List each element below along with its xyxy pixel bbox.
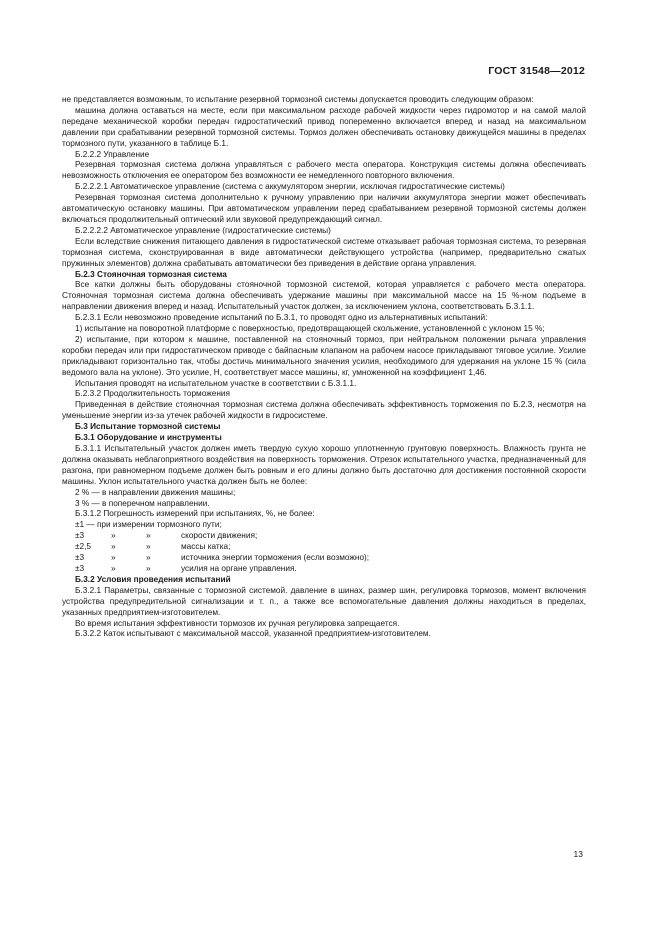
paragraph: Все катки должны быть оборудованы стояночной тормозной системой, которая управляется с рабочего места оператора. Стояночная тормозная система должна обеспечивать удержание машины при максимальной массе на 15 %-ном подъеме в направлении движения вперед и назад. Испытательный участок должен, за исключением уклона, соответствовать Б.3.1.1. (62, 280, 586, 312)
section-heading: Б.3.1 Оборудование и инструменты (75, 433, 222, 443)
tolerance-cell: » (146, 542, 151, 552)
standard-code-header: ГОСТ 31548—2012 (488, 65, 585, 77)
paragraph: не представляется возможным, то испытание резервной тормозной системы допускается проводить следующим образом: (62, 95, 534, 104)
section-heading: Б.2.3 Стояночная тормозная система (75, 269, 227, 279)
tolerance-cell: ±2,5 (75, 542, 91, 552)
paragraph: Резервная тормозная система должна управляться с рабочего места оператора. Конструкция системы должна обеспечивать невозможность отключения ее оператором без возможности ее немедленного повторного включения. (62, 160, 586, 181)
tolerance-cell: массы катка; (181, 542, 231, 552)
tolerance-cell: усилия на органе управления. (181, 563, 297, 573)
paragraphs-after (62, 575, 586, 640)
paragraph: машина должна оставаться на месте, если при максимальном расходе рабочей жидкости через гидромотор и на самой малой передаче механической коробки передач гидростатический привод попеременно включается вперед и назад на максимальном давлении при срабатывании резервной тормозной системы. Тормоз должен обеспечивать остановку движущейся машины в пределах тормозного пути, указанного в таблице Б.1. (62, 105, 586, 148)
tolerance-row (75, 542, 586, 553)
paragraph: Б.2.2.2.1 Автоматическое управление (система с аккумулятором энергии, исключая гидростатические системы) (75, 182, 505, 192)
tolerance-cell: » (111, 542, 116, 552)
tolerance-list (62, 531, 586, 575)
tolerance-cell: » (111, 563, 116, 573)
paragraph: Б.2.3.1 Если невозможно проведение испытаний по Б.3.1, то проводят одно из альтернативных испытаний: (75, 313, 488, 323)
tolerance-cell: » (146, 553, 151, 563)
tolerance-row (75, 553, 586, 564)
paragraph: 3 % — в поперечном направлении. (75, 498, 210, 508)
paragraphs-before (62, 95, 586, 531)
paragraph: 2) испытание, при котором к машине, поставленной на стояночный тормоз, при нейтральном положении рычага управления коробки передач или при гидростатическом приводе с байпасным клапаном на рабочем насосе прикладывают тяговое усилие. Усилие прикладывают горизонтально так, чтобы достичь минимального значения усилия, необходимого для удержания на уклоне 15 % (сила ведомого вала на уклоне). Это усилие, Н, соответствует массе машины, кг, умноженной на коэффициент 1,46. (62, 334, 586, 377)
paragraph: Испытания проводят на испытательном участке в соответствии с Б.3.1.1. (75, 378, 357, 388)
tolerance-row (75, 531, 586, 542)
paragraph: Б.3.2.2 Каток испытывают с максимальной массой, указанной предприятием-изготовителем. (75, 629, 431, 639)
section-heading: Б.3.2 Условия проведения испытаний (75, 574, 231, 584)
paragraph: 1) испытание на поворотной платформе с поверхностью, предотвращающей скольжение, установленной с уклоном 15 %; (75, 324, 545, 334)
paragraph: Б.2.3.2 Продолжительность торможения (75, 389, 230, 399)
page-number: 13 (573, 849, 583, 859)
paragraph: Б.3.2.1 Параметры, связанные с тормозной системой. давление в шинах, размер шин, регулировка тормозов, момент включения устройства предупредительной сигнализации и т. п., а также все вспомогательные давления должны находиться в пределах, указанных предприятием-изготовителем. (62, 585, 586, 617)
paragraph: Б.2.2.2 Управление (75, 149, 150, 159)
document-body (62, 95, 586, 640)
tolerance-cell: » (146, 531, 151, 541)
paragraph: Б.3.1.1 Испытательный участок должен иметь твердую сухую хорошо уплотненную грунтовую поверхность. Влажность грунта не должна оказывать неблагоприятного воздействия на поверхность торможения. Отрезок испытательного участка, предназначенный для разгона, при равномерном подъеме должен быть ровным и его длины должно быть достаточно для достижения постоянной скорости машины. Уклон испытательного участка должен быть не более: (62, 444, 586, 486)
tolerance-cell: скорости движения; (181, 531, 258, 541)
section-heading: Б.3 Испытание тормозной системы (75, 422, 221, 432)
tolerance-cell: ±3 (75, 563, 85, 573)
paragraph: Резервная тормозная система дополнительно к ручному управлению при наличии аккумулятора энергии может обеспечивать автоматическую остановку машины. При автоматическом управлении перед срабатыванием резервной тормозной системы должен включаться продолжительный оптический или звуковой предупреждающий сигнал. (62, 193, 586, 224)
paragraph: Если вследствие снижения питающего давления в гидростатической системе отказывает рабочая тормозная система, то резервная тормозная система, сконструированная в виде автоматически действующего устройства (например, предварительно сжатых пружинных элементов) должна срабатывать автоматически без приведения в действие органа управления. (62, 236, 586, 268)
paragraph: Б.3.1.2 Погрешность измерений при испытаниях, %, не более: (75, 509, 315, 519)
tolerance-cell: ±3 (75, 531, 85, 541)
tolerance-cell: » (111, 553, 116, 563)
tolerance-cell: источника энергии торможения (если возможно); (181, 553, 370, 563)
paragraph: ±1 — при измерении тормозного пути; (75, 520, 222, 530)
paragraph: Во время испытания эффективности тормозов их ручная регулировка запрещается. (75, 618, 400, 628)
paragraph: Б.2.2.2.2 Автоматическое управление (гидростатические системы) (75, 225, 331, 235)
tolerance-cell: » (146, 563, 151, 573)
tolerance-cell: » (111, 531, 116, 541)
paragraph: Приведенная в действие стояночная тормозная система должна обеспечивать эффективность торможения по Б.2.3, несмотря на уменьшение энергии из-за утечек рабочей жидкости в гидросистеме. (62, 400, 586, 421)
tolerance-cell: ±3 (75, 553, 85, 563)
paragraph: 2 % — в направлении движения машины; (75, 487, 236, 497)
tolerance-row (75, 564, 586, 575)
